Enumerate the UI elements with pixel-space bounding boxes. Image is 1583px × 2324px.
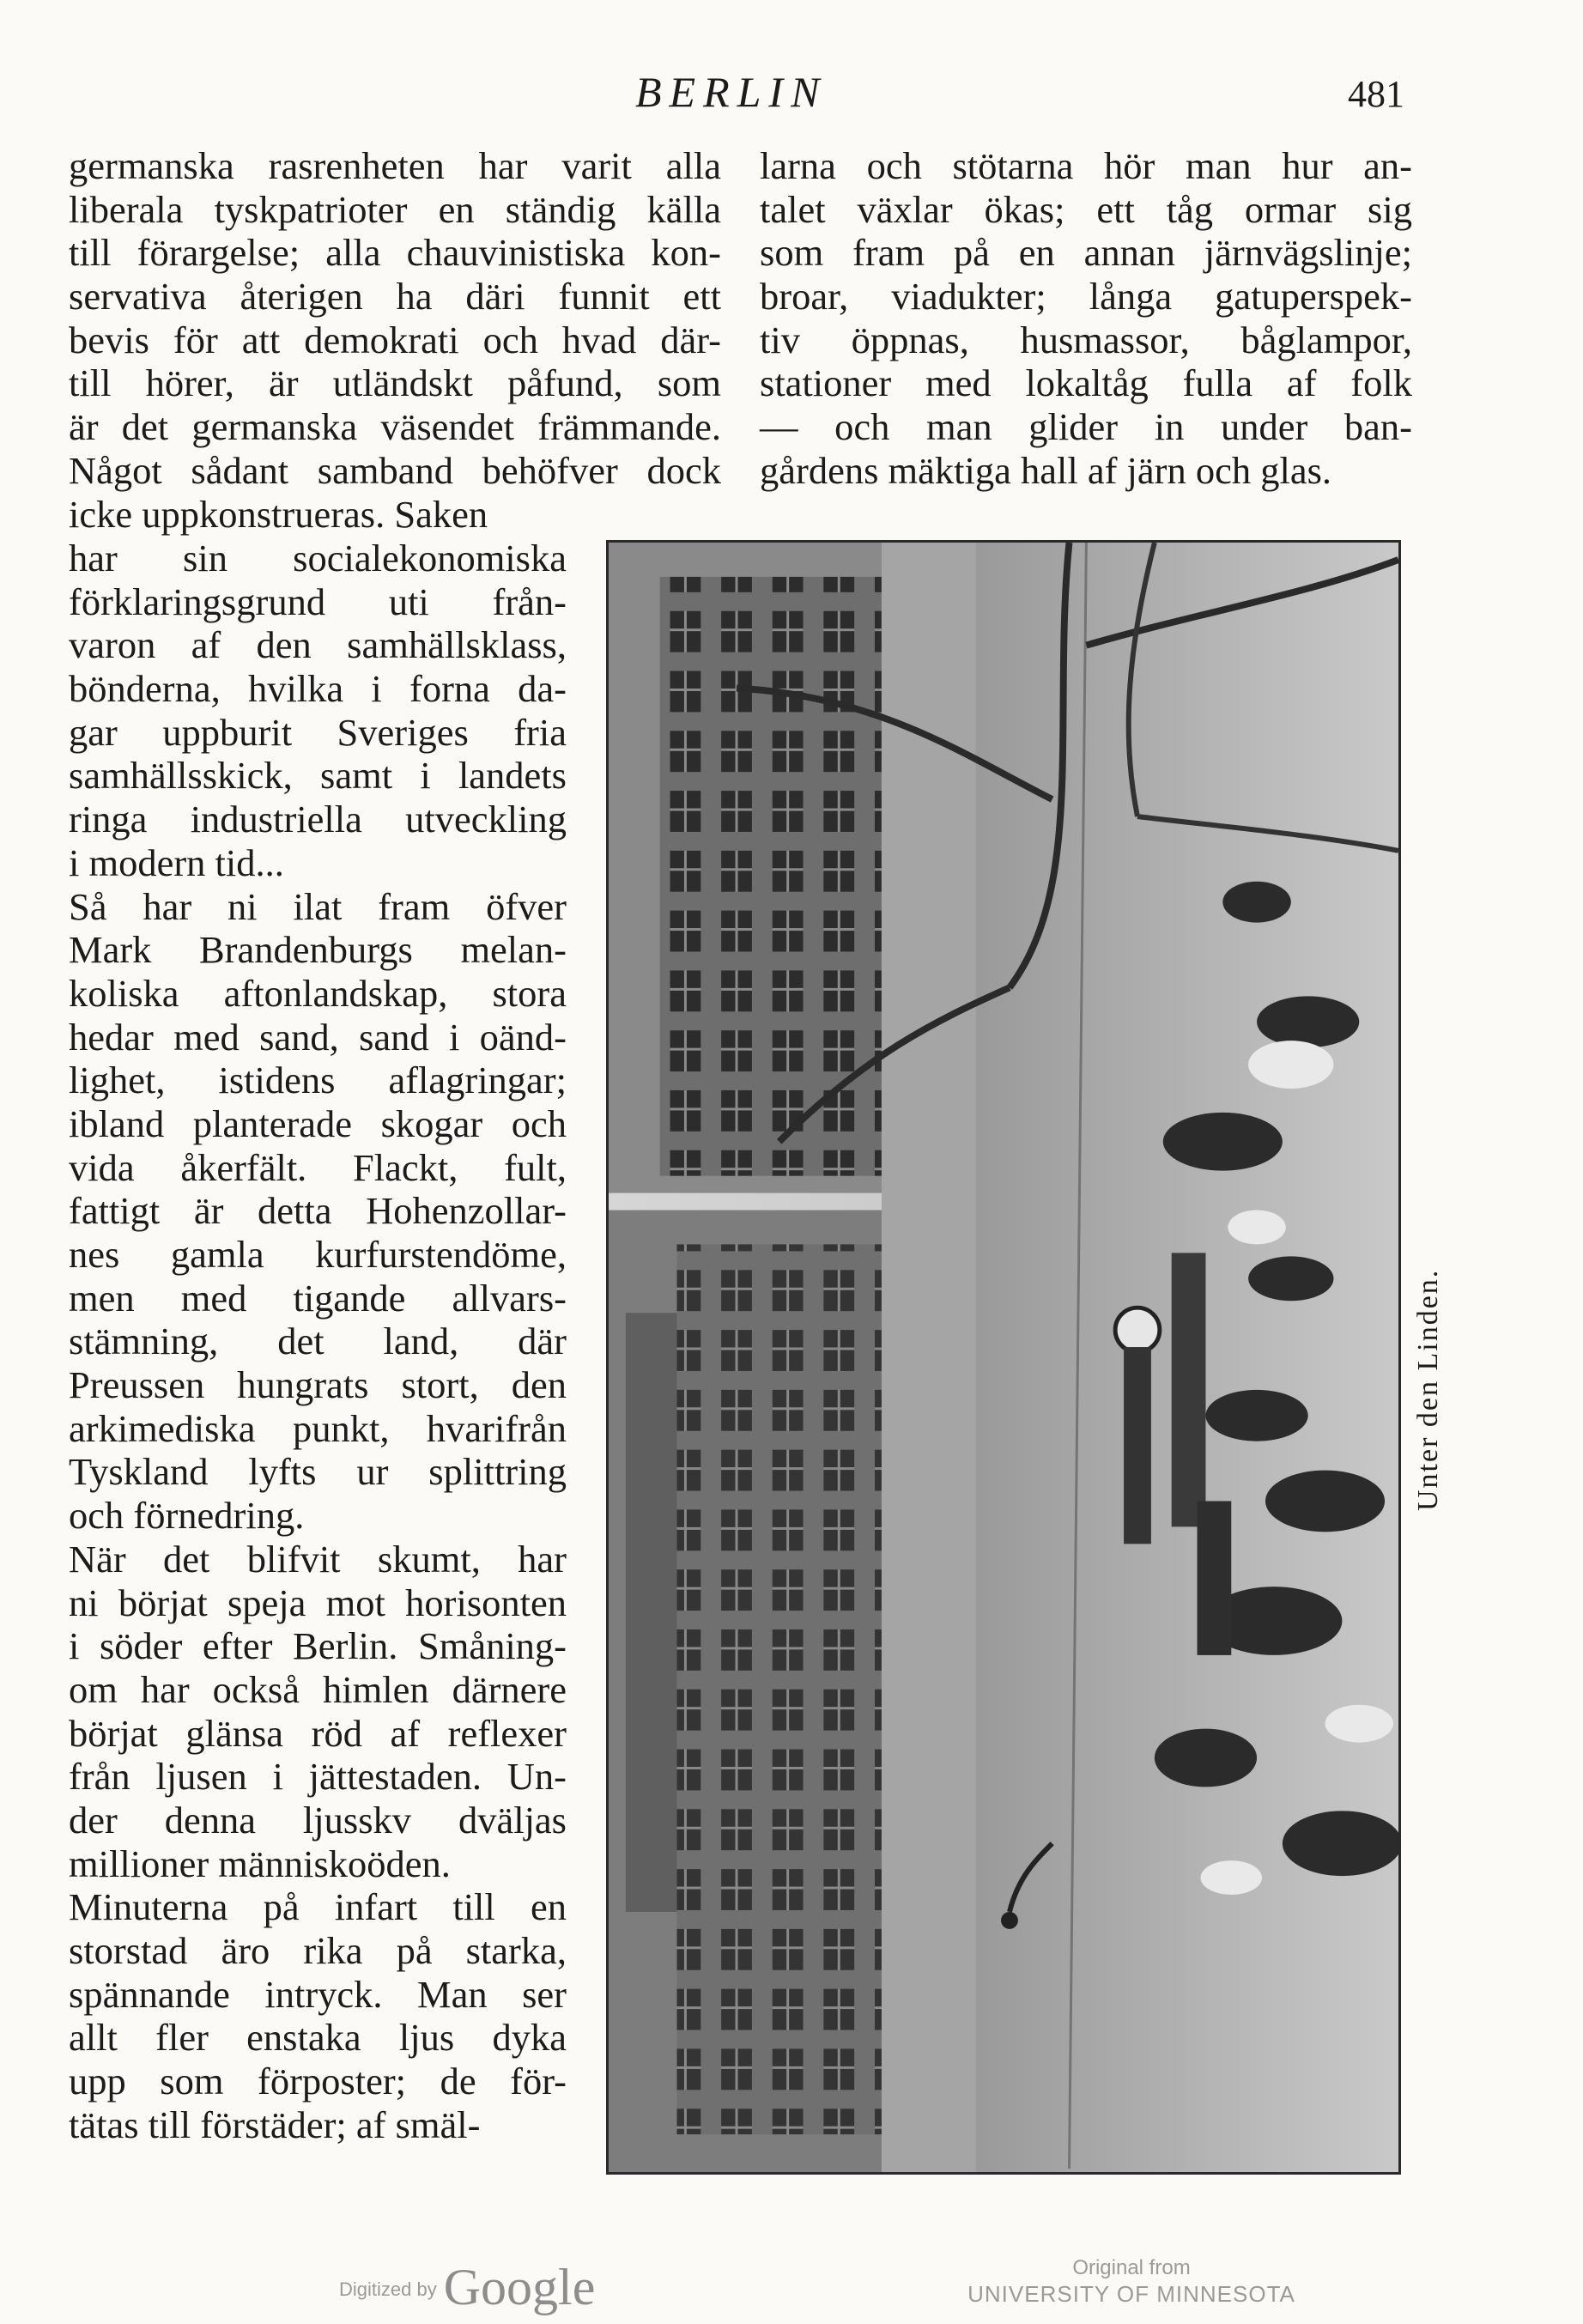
google-logo-text: Google bbox=[443, 2259, 596, 2315]
text-line: och förnedring. bbox=[69, 1494, 305, 1538]
text-line: spännande intryck. Man ser bbox=[69, 1972, 567, 2016]
text-line: Preussen hungrats stort, den bbox=[69, 1363, 567, 1407]
text-line: — och man glider in under ban- bbox=[760, 405, 1412, 449]
text-line: gårdens mäktiga hall af järn och glas. bbox=[760, 448, 1332, 492]
text-line: talet växlar ökas; ett tåg ormar sig bbox=[760, 187, 1412, 231]
text-line: samhällsskick, samt i landets bbox=[69, 754, 567, 798]
street-photograph bbox=[606, 540, 1401, 2175]
photograph-illustration bbox=[609, 543, 1398, 2172]
text-line: börjat glänsa röd af reflexer bbox=[69, 1711, 567, 1755]
text-line: larna och stötarna hör man hur an- bbox=[760, 144, 1412, 187]
text-line: När det blifvit skumt, har bbox=[69, 1537, 567, 1581]
text-line: liberala tyskpatrioter en ständig källa bbox=[69, 187, 721, 231]
text-line: till förargelse; alla chauvinistiska kon- bbox=[69, 231, 721, 275]
text-line: fattigt är detta Hohenzollar- bbox=[69, 1189, 567, 1233]
left-column-top bbox=[69, 144, 721, 536]
text-line: Mark Brandenburgs melan- bbox=[69, 928, 567, 972]
text-line: bönderna, hvilka i forna da- bbox=[69, 667, 567, 711]
running-head: BERLIN bbox=[635, 68, 828, 116]
text-line: som fram på en annan järnvägslinje; bbox=[760, 231, 1412, 275]
original-from-footer bbox=[960, 2255, 1303, 2307]
text-line: hedar med sand, sand i oänd- bbox=[69, 1015, 567, 1059]
text-line: upp som förposter; de för- bbox=[69, 2060, 567, 2103]
text-line: bevis för att demokrati och hvad där- bbox=[69, 318, 721, 361]
digitized-by-label: Digitized by bbox=[339, 2278, 437, 2300]
text-line: Något sådant samband behöfver dock bbox=[69, 448, 721, 492]
text-line: från ljusen i jättestaden. Un- bbox=[69, 1755, 567, 1799]
digitized-by-footer bbox=[339, 2258, 595, 2317]
original-from-label: Original from bbox=[1072, 2256, 1191, 2279]
text-line: i modern tid... bbox=[69, 840, 284, 884]
text-line: gar uppburit Sveriges fria bbox=[69, 710, 567, 754]
text-line: storstad äro rika på starka, bbox=[69, 1929, 567, 1972]
text-line: ibland planterade skogar och bbox=[69, 1101, 567, 1145]
text-line: millioner människoöden. bbox=[69, 1842, 451, 1885]
text-line: icke uppkonstrueras. Saken bbox=[69, 492, 488, 536]
text-line: varon af den samhällsklass, bbox=[69, 623, 567, 667]
institution-name: UNIVERSITY OF MINNESOTA bbox=[967, 2281, 1295, 2307]
text-line: der denna ljusskv dväljas bbox=[69, 1798, 567, 1842]
text-line: Så har ni ilat fram öfver bbox=[69, 884, 567, 928]
text-line: Tyskland lyfts ur splittring bbox=[69, 1450, 567, 1494]
text-line: förklaringsgrund uti från- bbox=[69, 579, 567, 623]
text-line: arkimediska punkt, hvarifrån bbox=[69, 1406, 567, 1450]
text-line: ringa industriella utveckling bbox=[69, 798, 567, 841]
text-line: till hörer, är utländskt påfund, som bbox=[69, 361, 721, 405]
text-line: är det germanska väsendet främmande. bbox=[69, 405, 721, 449]
text-line: vida åkerfält. Flackt, fult, bbox=[69, 1145, 567, 1189]
text-line: ni börjat speja mot horisonten bbox=[69, 1581, 567, 1624]
text-line: stämning, det land, där bbox=[69, 1320, 567, 1363]
page-number: 481 bbox=[1348, 73, 1404, 115]
text-line: lighet, istidens aflagringar; bbox=[69, 1059, 567, 1102]
text-line: stationer med lokaltåg fulla af folk bbox=[760, 361, 1412, 405]
text-line: men med tigande allvars- bbox=[69, 1276, 567, 1320]
photo-caption: Unter den Linden. bbox=[1412, 1268, 1444, 1511]
text-line: allt fler enstaka ljus dyka bbox=[69, 2016, 567, 2060]
text-line: germanska rasrenheten har varit alla bbox=[69, 144, 721, 187]
text-line: nes gamla kurfurstendöme, bbox=[69, 1233, 567, 1276]
left-column-narrow bbox=[69, 537, 567, 2146]
text-line: Minuterna på infart till en bbox=[69, 1885, 567, 1929]
text-line: tiv öppnas, husmassor, båglampor, bbox=[760, 318, 1412, 361]
text-line: koliska aftonlandskap, stora bbox=[69, 971, 567, 1015]
text-line: tätas till förstäder; af smäl- bbox=[69, 2103, 481, 2146]
text-line: servativa återigen ha däri funnit ett bbox=[69, 275, 721, 319]
text-line: broar, viadukter; långa gatuperspek- bbox=[760, 275, 1412, 319]
text-line: har sin socialekonomiska bbox=[69, 537, 567, 579]
right-column bbox=[760, 144, 1412, 493]
text-line: om har också himlen därnere bbox=[69, 1667, 567, 1711]
text-line: i söder efter Berlin. Småning- bbox=[69, 1624, 567, 1668]
